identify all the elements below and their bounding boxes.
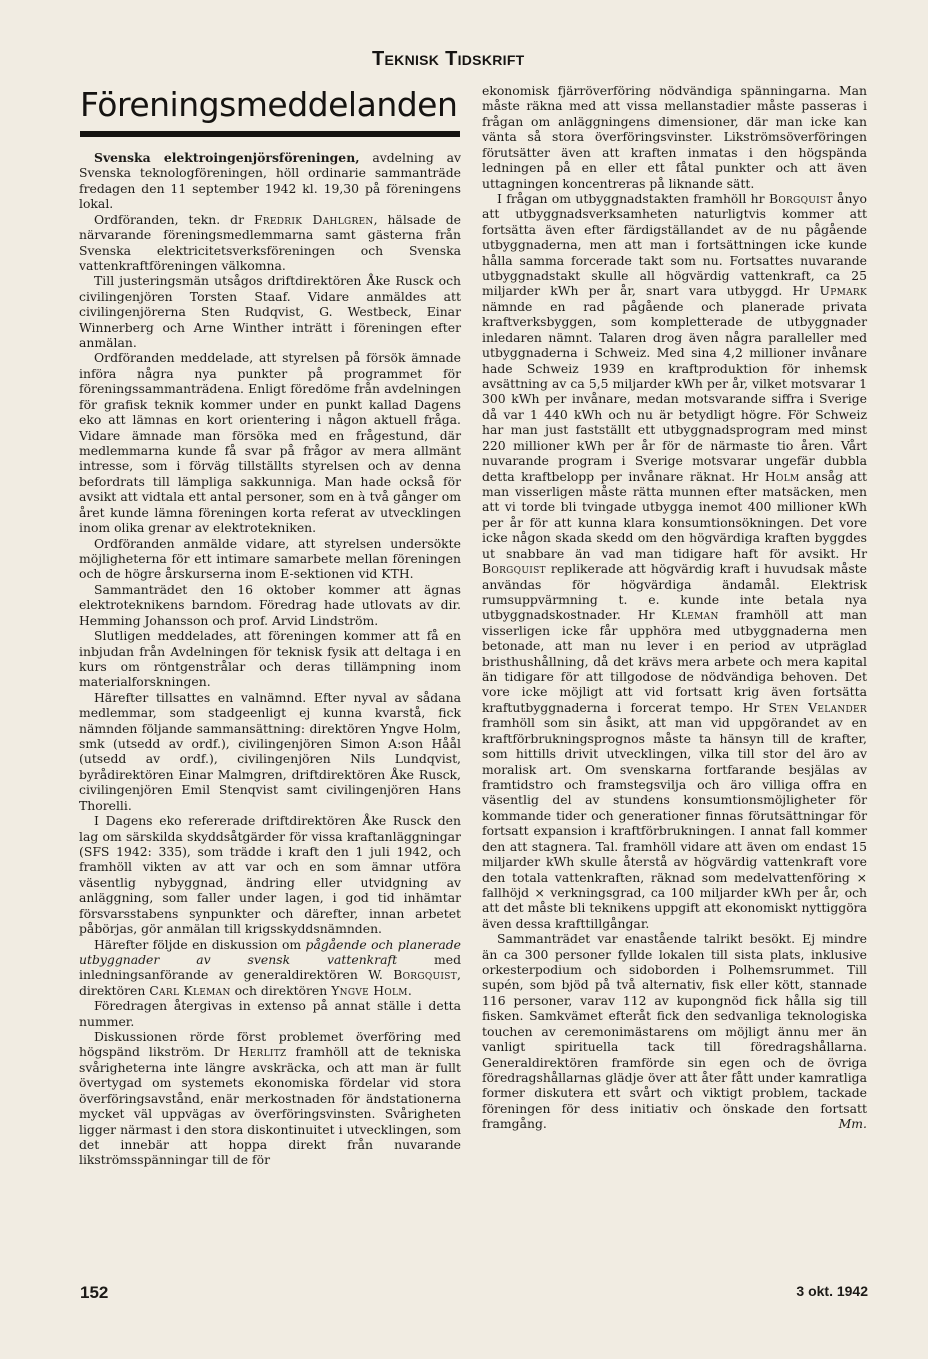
person-name: Sten Velander [768, 699, 867, 715]
person-name: Herlitz [238, 1044, 287, 1060]
right-column [482, 83, 867, 1132]
text-run: ånyo att utbyggnadsverksamheten naturligtvis kommer att fortsätta även efter färdigställandet av de nu pågående utbyggnaderna, men att man i fortsättningen icke kunde hålla samma forcerade takt som nu. Fortsattes nuvarande utbyggnadstakt skulle all högvärdig vattenkraft, ca 25 miljarder kWh per år, snart vara utbyggd. Hr [482, 190, 867, 299]
paragraph [482, 191, 867, 931]
person-name: Kleman [671, 607, 719, 623]
issue-date: 3 okt. 1942 [796, 1283, 868, 1299]
text-run: framhöll att de tekniska svårigheterna inte längre avskräcka, och att man är fullt övertygad om systemets ekonomiska fördelar vid stora överföringsavstånd, enär merkostnaden för ändstationerna mycket väl uppvägas av överföringsvinsten. Svårigheten ligger närmast i den stora diskontinuitet i utvecklingen, som det innebär att hoppa direkt från nuvarande likströmsspänningar till de för [79, 1044, 461, 1168]
text-run: . [407, 982, 412, 998]
society-name: Svenska elektroingenjörsföreningen, [94, 150, 360, 165]
text-run: , direktören [79, 967, 461, 998]
text-run: Diskussionen rörde först problemet överföring med högspänd likström. Dr [79, 1029, 461, 1060]
discussion-topic: pågående och planerade utbyggnader av svensk vattenkraft [79, 936, 461, 967]
person-name: Borgquist [393, 967, 458, 983]
title-rule [80, 131, 460, 137]
person-name: Holm [764, 468, 800, 484]
text-run: och direktören [230, 982, 332, 998]
paragraph: Sammanträdet den 16 oktober kommer att ägnas elektroteknikens barndom. Föredrag hade utlovats av dir. Hemming Johansson och prof. Arvid Lindström. [79, 581, 461, 628]
text-run: framhöll att man visserligen icke får upphöra med utbyggnaderna men betonade, att man nu lever i en period av utpräglad bristhushållning, då det krävs mera arbete och mera kapital än tidigare för att tillgodose de nödvändiga behoven. Det vore icke möjligt att vid fortsatt krig även fortsätta kraftutbyggnaderna i forcerat tempo. Hr [482, 607, 867, 715]
paragraph: I Dagens eko refererade driftdirektören Åke Rusck den lag om särskilda skyddsåtgärder för vissa kraftanläggningar (SFS 1942: 335), som trädde i kraft den 1 juli 1942, och framhöll vikten av att var och en som ämnar utföra väsentlig nybyggnad, ändring eller utvidgning av anläggning, som faller under lagen, i god tid inhämtar försvarsstabens synpunkter och därefter, innan arbetet påbörjas, gör anmälan till krigsskyddsnämnden. [79, 813, 461, 937]
left-column [79, 150, 461, 1168]
text-run: avdelning av Svenska teknologföreningen, höll ordinarie sammanträde fredagen den 11 september 1942 kl. 19,30 på föreningens lokal. [79, 150, 461, 212]
paragraph [79, 150, 461, 212]
text-run: framhöll som sin åsikt, att man vid uppgörandet av en kraftförbrukningsprognos måste ta hänsyn till de krafter, som hittills drivit utvecklingen, vilka till stor del äro av moralisk art. Om svenskarna fortfarande besjälas av framtidstro och framstegsvilja och äro villiga offra en väsentlig del av stundens konsumtionsmöjligheter för kommande tider och generationer finnas förutsättningar för fortsatt expansion i kraftförbrukningen. I annat fall kommer den att stagnera. Tal. framhöll vidare att även om endast 15 miljarder kWh skulle återstå av högvärdig vattenkraft vore den totala vattenkraften, räknad som medelvattenföring × fallhöjd × verkningsgrad, ca 100 miljarder kWh per år, och att det måste bli teknikens uppgift att ekonomiskt nyttiggöra även dessa krafttillgångar. [482, 715, 867, 931]
text-run: Ordföranden, tekn. dr [94, 211, 254, 227]
text-run: Sammanträdet var enastående talrikt besökt. Ej mindre än ca 300 personer fyllde lokalen till sista plats, inklusive orkesterpodium och sidoborden i Polhemsrummet. Till supén, som bjöd på två alternativ, fisk eller kött, stannade 116 personer, varav 112 av kupongnöd fick hålla sig till fisken. Samkvämet efteråt fick den sedvanliga teknologiska touchen av ceremonimästarens om möjligt ännu mer än vanligt spirituella tack till föredragshållarna. Generaldirektören framförde sin egen och de övriga föredragshållarnas glädje över att åter fått under kamratliga former diskutera ett svårt och viktigt problem, tackade föreningen för dess initiativ och önskade den fortsatt framgång. [482, 931, 867, 1132]
paragraph [79, 1029, 461, 1168]
person-name: Borgquist [482, 561, 546, 577]
paragraph: Ordföranden meddelade, att styrelsen på försök ämnade införa några nya punkter på programmet för föreningssammanträdena. Enligt föredöme från avdelningen för grafisk teknik kommer under en punkt kallad Dagens eko att lämnas en kort orientering i någon aktuell fråga. Vidare ämnade man försöka med en frågestund, där medlemmarna kunde få svar på frågor av mera allmänt intresse, som i förväg tillställts styrelsen och av denna befordrats till lämpliga sakkunniga. Man hade också för avsikt att vidtala ett antal personer, som en à två gånger om året kunde lämna föreningen korta referat av utvecklingen inom olika grenar av elektrotekniken. [79, 350, 461, 536]
paragraph: Till justeringsmän utsågos driftdirektören Åke Rusck och civilingenjören Torsten Staaf. Vidare anmäldes att civilingenjörerna Sten Rudqvist, G. Westbeck, Einar Winnerberg och Arne Winther inträtt i föreningen efter anmälan. [79, 273, 461, 351]
text-run: I frågan om utbyggnadstakten framhöll hr [497, 190, 769, 206]
person-name: Borgquist [768, 190, 833, 206]
person-name: Upmark [819, 283, 867, 299]
section-title: Föreningsmeddelanden [80, 85, 458, 124]
journal-name: Teknisk Tidskrift [372, 48, 525, 70]
paragraph: Föredragen återgivas in extenso på annat ställe i detta nummer. [79, 998, 461, 1029]
paragraph: Slutligen meddelades, att föreningen kommer att få en inbjudan från Avdelningen för teknisk fysik att deltaga i en kurs om röntgenstrålar och deras tillämpning inom materialforskningen. [79, 628, 461, 690]
author-signature: Mm. [838, 1116, 867, 1132]
paragraph: Härefter tillsattes en valnämnd. Efter nyval av sådana medlemmar, som stadgeenligt ej kunna kvarstå, fick nämnden följande sammansättning: direktören Yngve Holm, smk (utsedd av ordf.), civilingenjören Simon A:son Håål (utsedd av ordf.), civilingenjören Nils Lundqvist, byrådirektören Einar Malmgren, driftdirektören Åke Rusck, civilingenjören Emil Stenqvist samt civilingenjören Hans Thorelli. [79, 689, 461, 813]
page-number: 152 [80, 1283, 109, 1302]
paragraph: ekonomisk fjärröverföring nödvändiga spänningarna. Man måste räkna med att vissa mellanstadier måste passeras i frågan om anläggningens dimensioner, där man icke kan vänta så stora överföringsvinster. Likströmsöverföringen förutsätter även att kraften inmatas i den högspända ledningen på en eller ett fåtal punkter och att även uttagningen koncentreras på liknande sätt. [482, 83, 867, 191]
person-name: Carl Kleman [149, 982, 231, 998]
paragraph [79, 937, 461, 999]
paragraph [482, 931, 867, 1131]
text-run: replikerade att högvärdig kraft i huvudsak måste användas för högvärdiga ändamål. Elektrisk rumsuppvärmning t. e. kunde inte betala nya utbyggnadskostnader. Hr [482, 561, 867, 623]
text-run: med inledningsanförande av generaldirektören W. [79, 951, 462, 983]
paragraph [79, 212, 461, 274]
text-run: , hälsade de närvarande föreningsmedlemmarna samt gästerna från Svenska elektricitetsverksföreningen och Svenska vattenkraftföreningen välkomna. [79, 211, 461, 273]
text-run: ansåg att man visserligen måste rätta munnen efter matsäcken, men att vi torde bli tvingade utbygga inemot 400 millioner kWh per år för att kunna klara konsumtionsökningen. Det vore icke någon skada skedd om den högvärdiga kraften byggdes ut snabbare än vad man tidigare haft för avsikt. Hr [482, 468, 867, 561]
text-run: nämnde en rad pågående och planerade privata kraftverksbyggen, som kompletterade de utbyggnader inledaren nämnt. Talaren drog även några paralleller med utbyggnaderna i Schweiz. Med sina 4,2 millioner invånare hade Schweiz 1939 en kraftproduktion för inhemsk avsättning av ca 5,5 miljarder kWh per år, vilket motsvarar 1 300 kWh per invånare, medan motsvarande siffra i Sverige då var 1 440 kWh och nu är betydligt högre. För Schweiz har man just fastställt ett utbyggnadsprogram med minst 220 millioner kWh per år för de närmaste tio åren. Vårt nuvarande program i Sverige motsvarar ungefär dubbla detta kraftbelopp per invånare räknat. Hr [482, 298, 867, 484]
paragraph: Ordföranden anmälde vidare, att styrelsen undersökte möjligheterna för ett intimare samarbete mellan föreningen och de högre årskurserna inom E-sektionen vid KTH. [79, 535, 461, 582]
text-run: Härefter följde en diskussion om [94, 936, 306, 952]
person-name: Fredrik Dahlgren [253, 211, 374, 227]
journal-masthead [372, 48, 572, 71]
person-name: Yngve Holm [331, 982, 408, 998]
